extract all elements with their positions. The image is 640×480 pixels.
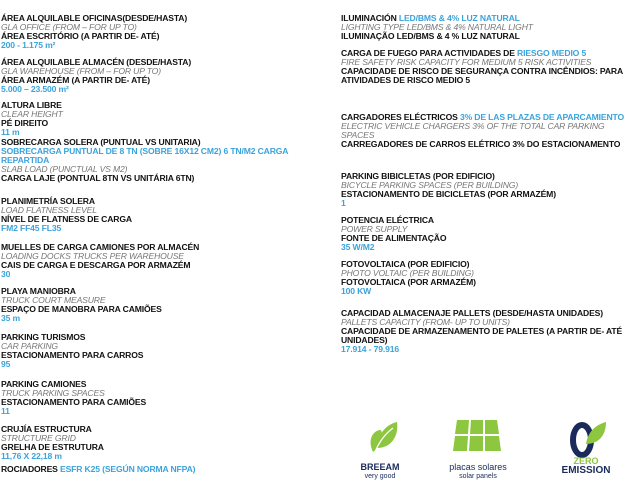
spec-item	[1, 425, 321, 461]
spec-es-hl: LED/BMS & 4% LUZ NATURAL	[398, 13, 520, 23]
spec-en: PHOTO VOLTAIC (PER BUILDING)	[341, 267, 474, 278]
spec-pt: CAPACIDADE DE RISCO DE SEGURANÇA CONTRA INCÊNDIOS: PARA ATIVIDADES DE RISCO MEDIO 5	[341, 65, 623, 85]
spec-value: 11 m	[1, 126, 20, 137]
spec-en: GLA WAREHOUSE (FROM – FOR UP TO)	[1, 65, 161, 76]
spec-pt: GRELHA DE ESTRUTURA	[1, 441, 104, 452]
spec-es: PARKING CAMIONES	[1, 379, 87, 389]
spec-es: CARGA DE FUEGO PARA ACTIVIDADES DE	[341, 48, 518, 58]
spec-es-hl: ESFR K25 (SEGÚN NORMA NFPA)	[60, 464, 196, 474]
spec-pt: FONTE DE ALIMENTAÇÃO	[341, 232, 447, 243]
spec-value: FM2 FF45 FL35	[1, 222, 62, 233]
spec-en: FIRE SAFETY RISK CAPACITY FOR MEDIUM 5 RISK ACTIVITIES	[341, 56, 592, 67]
spec-item	[1, 197, 321, 233]
spec-item	[1, 287, 321, 323]
spec-item	[341, 309, 631, 354]
spec-item	[1, 243, 321, 279]
spec-value: 95	[1, 358, 11, 369]
spec-value: 17.914 - 79.916	[341, 343, 399, 354]
spec-value: 11	[1, 405, 10, 416]
spec-es: POTENCIA ELÉCTRICA	[341, 215, 434, 225]
spec-pt: FOTOVOLTAICA (POR ARMAZÉM)	[341, 276, 476, 287]
spec-pt: ILUMINAÇÃO LED/BMS & 4 % LUZ NATURAL	[341, 30, 520, 41]
zero-line1: ZERO	[573, 456, 599, 466]
spec-es: PARKING TURISMOS	[1, 332, 86, 342]
spec-value: 11,76 X 22,18 m	[1, 450, 62, 461]
spec-heading	[1, 465, 321, 474]
spec-en: LOADING DOCKS TRUCKS PER WAREHOUSE	[1, 250, 184, 261]
spec-en: SLAB LOAD (PUNCTUAL VS M2)	[1, 163, 128, 174]
spec-es: ROCIADORES	[1, 464, 60, 474]
spec-item	[1, 333, 321, 369]
spec-item	[1, 101, 321, 137]
spec-value: 5.000 – 23.500 m²	[1, 83, 69, 94]
spec-value: 200 - 1.175 m²	[1, 39, 56, 50]
spec-pt: NÍVEL DE FLATNESS DE CARGA	[1, 213, 132, 224]
spec-value: 1	[341, 197, 346, 208]
spec-en: GLA OFFICE (FROM – FOR UP TO)	[1, 21, 137, 32]
spec-en: CLEAR HEIGHT	[1, 108, 63, 119]
spec-pt: ESTACIONAMENTO DE BICICLETAS (POR ARMAZÉM)	[341, 188, 556, 199]
spec-es: FOTOVOLTAICA (POR EDIFICIO)	[341, 259, 470, 269]
spec-es: PLAYA MANIOBRA	[1, 286, 76, 296]
solar-label: placas solares	[449, 462, 507, 472]
spec-pt: ÁREA ARMAZÉM (A PARTIR DE- ATÉ)	[1, 74, 150, 85]
spec-pt: CARGA LAJE (PONTUAL 8TN VS UNITÁRIA 6TN)	[1, 172, 195, 183]
zero-line2: EMISSION	[561, 465, 611, 476]
spec-value-es: SOBRECARGA PUNTUAL DE 8 TN (SOBRE 16X12 CM2) 6 TN/M2 CARGA REPARTIDA	[1, 145, 289, 165]
spec-pt: CAIS DE CARGA E DESCARGA POR ARMAZÉM	[1, 259, 191, 270]
spec-en: ELECTRIC VEHICLE CHARGERS 3% OF THE TOTAL CAR PARKING SPACES	[341, 120, 605, 140]
spec-es: PARKING BIBICLETAS (POR EDIFICIO)	[341, 171, 495, 181]
spec-item	[341, 49, 631, 85]
spec-item	[1, 465, 321, 474]
zero-emission-icon	[568, 418, 608, 458]
spec-en: BICYCLE PARKING SPACES (PER BUILDING)	[341, 179, 519, 190]
spec-es: ÁREA ALQUILABLE ALMACÉN (DESDE/HASTA)	[1, 57, 192, 67]
spec-es: CRUJÍA ESTRUCTURA	[1, 424, 92, 434]
spec-es-hl: RIESGO MEDIO 5	[517, 48, 587, 58]
spec-es: ÁREA ALQUILABLE OFICINAS(DESDE/HASTA)	[1, 13, 188, 23]
spec-pt: ESTACIONAMENTO PARA CARROS	[1, 349, 144, 360]
solar-sub: solar panels	[459, 473, 497, 480]
solar-panel-icon	[452, 420, 502, 452]
spec-value: 35 m	[1, 312, 20, 323]
spec-en: LOAD FLATNESS LEVEL	[1, 204, 97, 215]
spec-es: PLANIMETRÍA SOLERA	[1, 196, 95, 206]
spec-pt: CAPACIDADE DE ARMAZENAMENTO DE PALETES (A PARTIR DE- ATÉ UNIDADES)	[341, 325, 623, 345]
spec-es: ALTURA LIBRE	[1, 100, 62, 110]
spec-en: PALLETS CAPACITY (FROM- UP TO UNITS)	[341, 316, 510, 327]
spec-es: CAPACIDAD ALMACENAJE PALLETS (DESDE/HASTA UNIDADES)	[341, 308, 603, 318]
spec-es: ILUMINACIÓN	[341, 13, 399, 23]
spec-en: TRUCK COURT MEASURE	[1, 294, 106, 305]
breeam-sub: very good	[364, 473, 396, 480]
spec-en: TRUCK PARKING SPACES	[1, 387, 105, 398]
spec-es: MUELLES DE CARGA CAMIONES POR ALMACÉN	[1, 242, 200, 252]
spec-en: POWER SUPPLY	[341, 223, 408, 234]
spec-es: SOBRECARGA SOLERA (PUNTUAL VS UNITARIA)	[1, 137, 201, 147]
spec-value: 100 KW	[341, 285, 372, 296]
spec-es-hl: 3% DE LAS PLAZAS DE APARCAMIENTO	[459, 112, 625, 122]
spec-item	[341, 172, 631, 208]
leaf-icon	[365, 418, 401, 454]
spec-es: CARGADORES ELÉCTRICOS	[341, 112, 460, 122]
spec-pt: ÁREA ESCRITÓRIO (A PARTIR DE- ATÉ)	[1, 30, 160, 41]
spec-en: CAR PARKING	[1, 340, 58, 351]
breeam-label: BREEAM	[360, 462, 400, 472]
spec-pt: PÉ DIREITO	[1, 117, 49, 128]
spec-en: STRUCTURE GRID	[1, 432, 76, 443]
spec-en: LIGHTING TYPE LED/BMS & 4% NATURAL LIGHT	[341, 21, 533, 32]
spec-item	[341, 216, 631, 252]
spec-item	[1, 58, 321, 94]
spec-item	[1, 380, 321, 416]
spec-value: 30	[1, 268, 11, 279]
spec-pt: ESTACIONAMENTO PARA CAMIÕES	[1, 396, 147, 407]
spec-item	[1, 138, 321, 183]
spec-item	[341, 14, 631, 41]
spec-item	[341, 113, 631, 149]
spec-pt: ESPAÇO DE MANOBRA PARA CAMIÕES	[1, 303, 162, 314]
spec-item	[341, 260, 631, 296]
spec-item	[1, 14, 321, 50]
spec-pt: CARREGADORES DE CARROS ELÉTRICO 3% DO ESTACIONAMENTO	[341, 138, 621, 149]
spec-value: 35 W/M2	[341, 241, 375, 252]
